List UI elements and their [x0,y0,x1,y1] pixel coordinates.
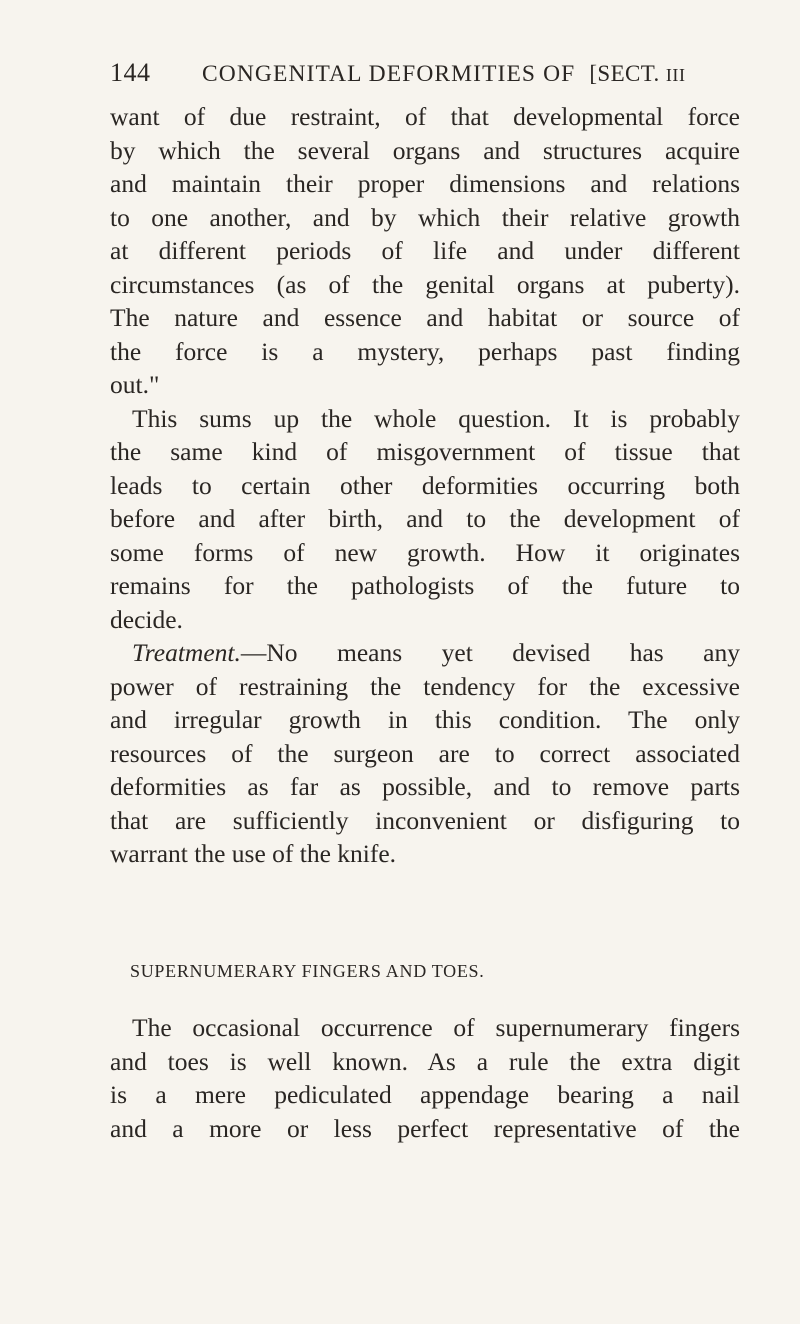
text-line: warrant the use of the knife. [110,839,397,868]
text-line: leads to certain other deformities occurring both [110,470,740,500]
text-line: is a mere pediculated appendage bearing a nail [110,1080,740,1109]
text-line: and irregular growth in this condition. The only [110,705,740,734]
text-line: and maintain their proper dimensions and relations [110,169,740,198]
text-line: some forms of new growth. How it originates [110,537,740,567]
text-line: and toes is well known. As a rule the extra digit [110,1046,740,1076]
text-line: at different periods of life and under different [110,236,740,265]
body-text [110,100,740,871]
section-number: III [665,65,686,85]
section-prefix: [SECT. [589,61,660,86]
text-line: power of restraining the tendency for the excessive [110,671,740,701]
text-line: remains for the pathologists of the future to [110,571,740,600]
text-line: out." [110,370,160,399]
text-line: deformities as far as possible, and to remove parts [110,772,740,801]
section-body-text [110,1011,740,1145]
text-line: the force is a mystery, perhaps past finding [110,336,740,366]
text-line: want of due restraint, of that developmental force [110,102,740,131]
text-line: the same kind of misgovernment of tissue that [110,437,740,466]
text-line [110,636,740,670]
treatment-text: —No means yet devised has any [240,638,740,667]
text-line: and a more or less perfect representative of the [110,1113,740,1143]
text-line: This sums up the whole question. It is probably [132,403,740,433]
treatment-lead-in: Treatment. [132,638,241,667]
text-line: resources of the surgeon are to correct associated [110,738,740,768]
text-line: to one another, and by which their relative growth [110,202,740,232]
running-title: CONGENITAL DEFORMITIES OF [202,61,576,87]
text-line: The nature and essence and habitat or source of [110,303,740,332]
section-reference [589,61,685,87]
text-line: circumstances (as of the genital organs at puberty). [110,269,740,299]
text-line: before and after birth, and to the development of [110,504,740,533]
text-line: by which the several organs and structures acquire [110,135,740,165]
text-line: decide. [110,604,183,634]
text-line: The occasional occurrence of supernumerary fingers [132,1013,740,1042]
text-line: that are sufficiently inconvenient or disfiguring to [110,805,740,835]
page-number: 144 [110,58,151,87]
section-heading: SUPERNUMERARY FINGERS AND TOES. [130,961,485,981]
running-head [110,58,750,88]
